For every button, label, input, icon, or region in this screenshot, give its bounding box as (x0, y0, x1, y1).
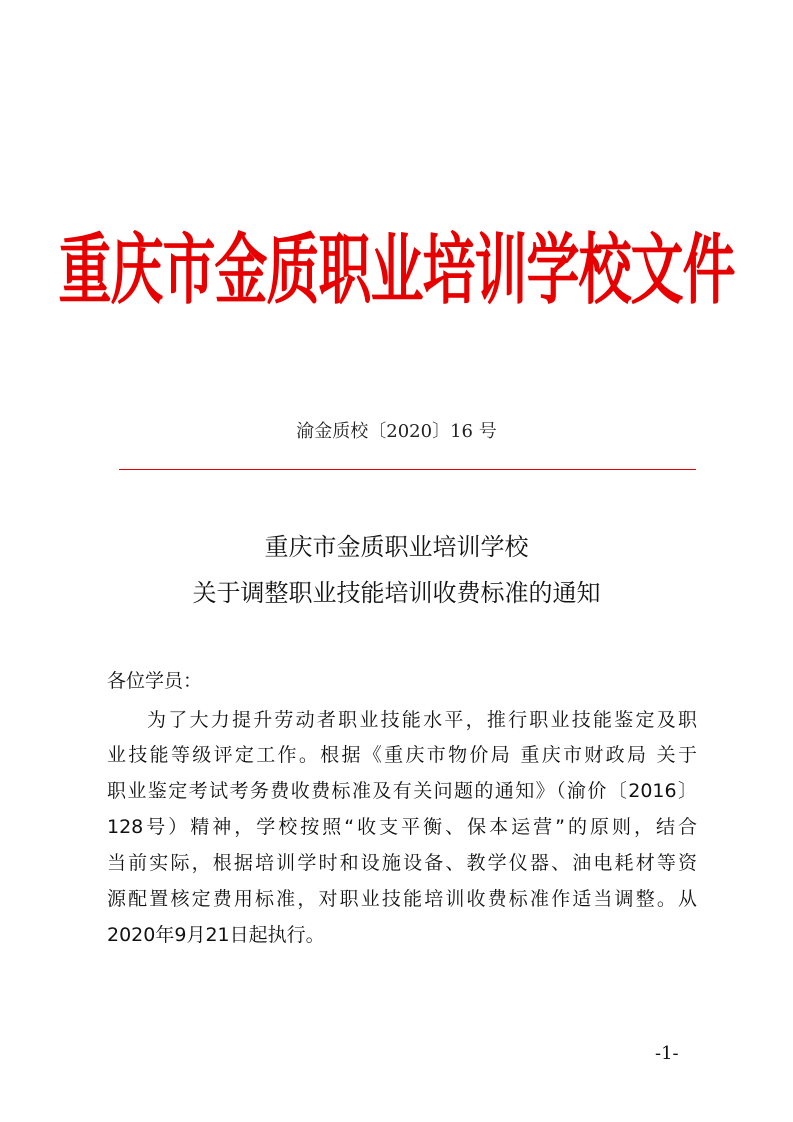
notice-title-line-2: 关于调整职业技能培训收费标准的通知 (192, 579, 601, 607)
red-divider-line (119, 469, 696, 470)
salutation: 各位学员： (107, 670, 203, 692)
document-number: 渝金质校〔2020〕16 号 (296, 421, 497, 442)
notice-title-line-1: 重庆市金质职业培训学校 (264, 533, 529, 561)
page-number: -1- (655, 1043, 679, 1064)
masthead-title: 重庆市金质职业培训学校文件 (58, 227, 735, 316)
body-line: 职业鉴定考试考务费收费标准及有关问题的通知》（渝价〔2016〕 (107, 780, 697, 802)
body-line: 为了大力提升劳动者职业技能水平，推行职业技能鉴定及职 (147, 709, 697, 731)
body-line: 当前实际，根据培训学时和设施设备、教学仪器、油电耗材等资 (107, 852, 697, 874)
body-line: 源配置核定费用标准，对职业技能培训收费标准作适当调整。从 (107, 888, 697, 910)
body-line: 2020年9月21日起执行。 (107, 924, 325, 946)
body-line: 128号）精神，学校按照“收支平衡、保本运营”的原则，结合 (107, 816, 697, 838)
body-line: 业技能等级评定工作。根据《重庆市物价局 重庆市财政局 关于 (107, 744, 697, 766)
